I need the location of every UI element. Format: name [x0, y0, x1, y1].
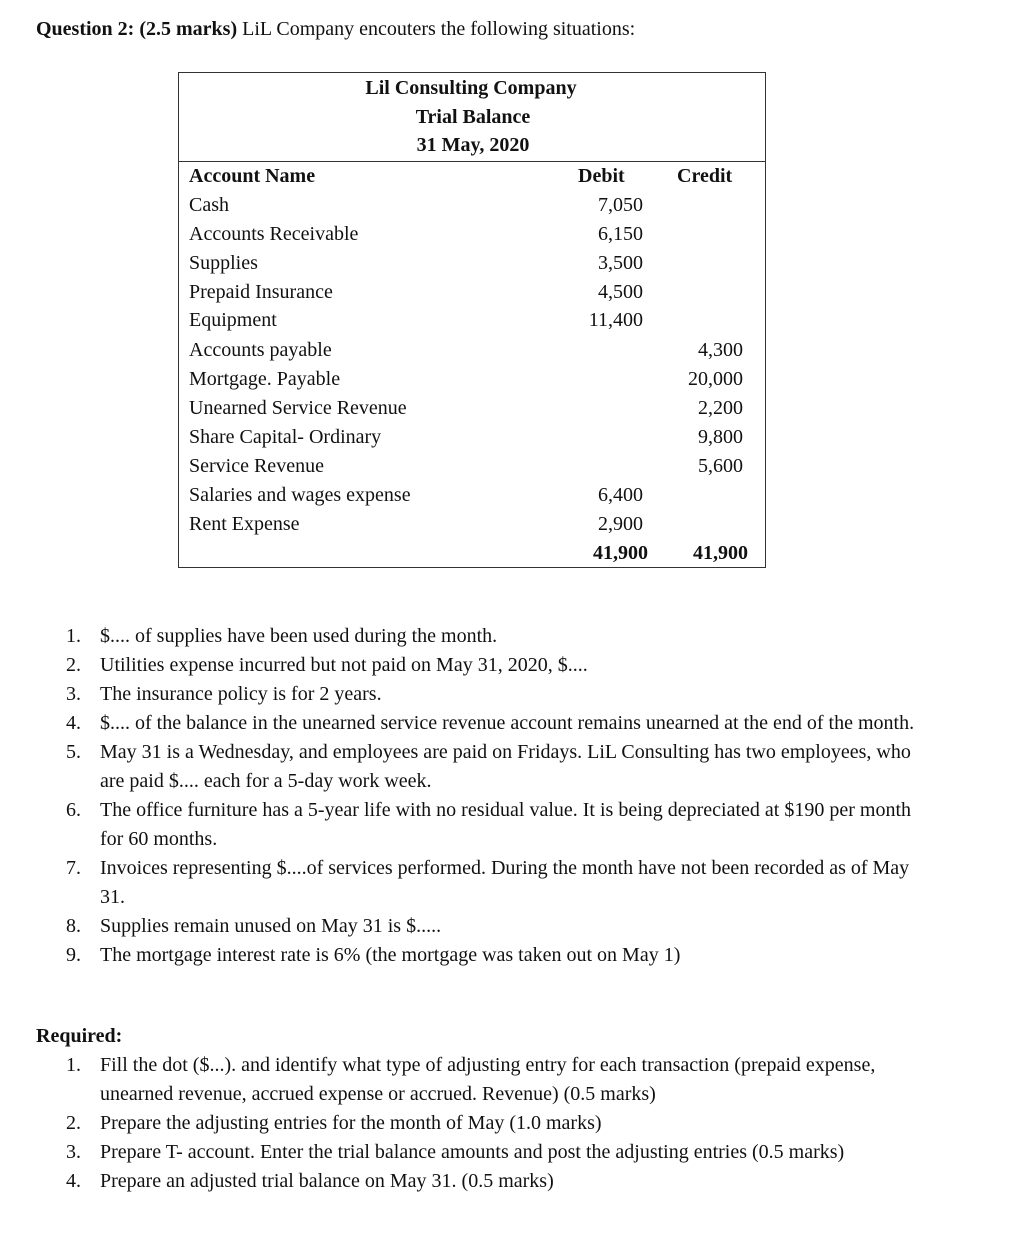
table-row — [179, 249, 767, 278]
table-row — [179, 423, 767, 452]
item-number: 2. — [66, 654, 81, 676]
credit-amount: 9,800 — [698, 426, 743, 448]
credit-amount: 20,000 — [688, 368, 743, 390]
trial-balance-table — [178, 72, 766, 568]
item-number: 4. — [66, 1170, 81, 1192]
item-text: The office furniture has a 5-year life with no residual value. It is being depreciated at $190 per month for 60 months. — [100, 799, 912, 850]
account-name: Salaries and wages expense — [189, 484, 411, 506]
account-name: Prepaid Insurance — [189, 281, 333, 303]
item-number: 8. — [66, 915, 81, 937]
item-number: 3. — [66, 683, 81, 705]
trial-balance-subtitle: Trial Balance — [415, 106, 531, 128]
table-row — [179, 510, 767, 539]
item-number: 9. — [66, 944, 81, 966]
item-text: Prepare the adjusting entries for the month of May (1.0 marks) — [100, 1112, 602, 1134]
account-name: Share Capital- Ordinary — [189, 426, 382, 448]
item-number: 4. — [66, 712, 81, 734]
credit-amount: 2,200 — [698, 397, 743, 419]
totals-row — [179, 539, 767, 568]
item-number: 5. — [66, 741, 81, 763]
list-item — [36, 1109, 916, 1138]
account-name: Cash — [189, 194, 229, 216]
account-name: Rent Expense — [189, 513, 300, 535]
situations-list — [36, 622, 916, 970]
item-text: Invoices representing $....of services performed. During the month have not been recorded as of May 31. — [100, 857, 910, 908]
debit-amount: 2,900 — [598, 513, 643, 535]
credit-amount: 5,600 — [698, 455, 743, 477]
debit-amount: 6,400 — [598, 484, 643, 506]
header-divider — [179, 161, 765, 162]
table-row — [179, 394, 767, 423]
total-debit: 41,900 — [593, 542, 648, 564]
account-name: Service Revenue — [189, 455, 324, 477]
required-list — [36, 1051, 916, 1196]
list-item — [36, 796, 916, 854]
table-row — [179, 481, 767, 510]
item-text: $.... of supplies have been used during the month. — [100, 625, 498, 647]
list-item — [36, 680, 916, 709]
item-text: The insurance policy is for 2 years. — [100, 683, 382, 705]
account-name: Accounts payable — [189, 339, 332, 361]
account-name: Supplies — [189, 252, 258, 274]
question-heading — [36, 16, 635, 42]
table-row — [179, 220, 767, 249]
credit-amount: 4,300 — [698, 339, 743, 361]
table-row — [179, 452, 767, 481]
list-item — [36, 622, 916, 651]
account-name: Accounts Receivable — [189, 223, 359, 245]
item-text: May 31 is a Wednesday, and employees are paid on Fridays. LiL Consulting has two employees, who are paid $.... each for a 5-day work week. — [100, 741, 911, 792]
account-name: Mortgage. Payable — [189, 368, 341, 390]
list-item — [36, 738, 916, 796]
item-text: Supplies remain unused on May 31 is $..... — [100, 915, 442, 937]
table-row — [179, 336, 767, 365]
debit-amount: 3,500 — [598, 252, 643, 274]
table-row — [179, 306, 767, 335]
table-row — [179, 365, 767, 394]
table-row — [179, 278, 767, 307]
item-number: 7. — [66, 857, 81, 879]
list-item — [36, 1051, 916, 1109]
item-number: 1. — [66, 625, 81, 647]
item-text: Prepare an adjusted trial balance on May 31. (0.5 marks) — [100, 1170, 554, 1192]
list-item — [36, 1167, 916, 1196]
trial-balance-date: 31 May, 2020 — [416, 134, 530, 156]
item-text: Utilities expense incurred but not paid on May 31, 2020, $.... — [100, 654, 588, 676]
table-row — [179, 191, 767, 220]
item-number: 3. — [66, 1141, 81, 1163]
item-number: 2. — [66, 1112, 81, 1134]
column-header-debit: Debit — [578, 165, 625, 187]
column-header-account-name: Account Name — [189, 165, 316, 187]
debit-amount: 4,500 — [598, 281, 643, 303]
item-text: $.... of the balance in the unearned service revenue account remains unearned at the end of the month. — [100, 712, 915, 734]
question-label: Question 2: (2.5 marks) — [36, 18, 238, 40]
list-item — [36, 651, 916, 680]
account-name: Unearned Service Revenue — [189, 397, 407, 419]
item-number: 6. — [66, 799, 81, 821]
total-credit: 41,900 — [693, 542, 748, 564]
item-text: Prepare T- account. Enter the trial balance amounts and post the adjusting entries (0.5 marks) — [100, 1141, 845, 1163]
debit-amount: 11,400 — [588, 309, 643, 331]
list-item — [36, 709, 916, 738]
list-item — [36, 854, 916, 912]
debit-amount: 7,050 — [598, 194, 643, 216]
question-text: LiL Company encouters the following situations: — [237, 18, 636, 40]
required-heading: Required: — [36, 1025, 123, 1047]
item-text: The mortgage interest rate is 6% (the mortgage was taken out on May 1) — [100, 944, 681, 966]
item-text: Fill the dot ($...). and identify what type of adjusting entry for each transaction (prepaid expense, unearned revenue, accrued expense or accrued. Revenue) (0.5 marks) — [100, 1054, 876, 1105]
list-item — [36, 1138, 916, 1167]
item-number: 1. — [66, 1054, 81, 1076]
company-name: Lil Consulting Company — [365, 77, 577, 99]
column-header-credit: Credit — [677, 165, 733, 187]
debit-amount: 6,150 — [598, 223, 643, 245]
list-item — [36, 912, 916, 941]
account-name: Equipment — [189, 309, 277, 331]
list-item — [36, 941, 916, 970]
